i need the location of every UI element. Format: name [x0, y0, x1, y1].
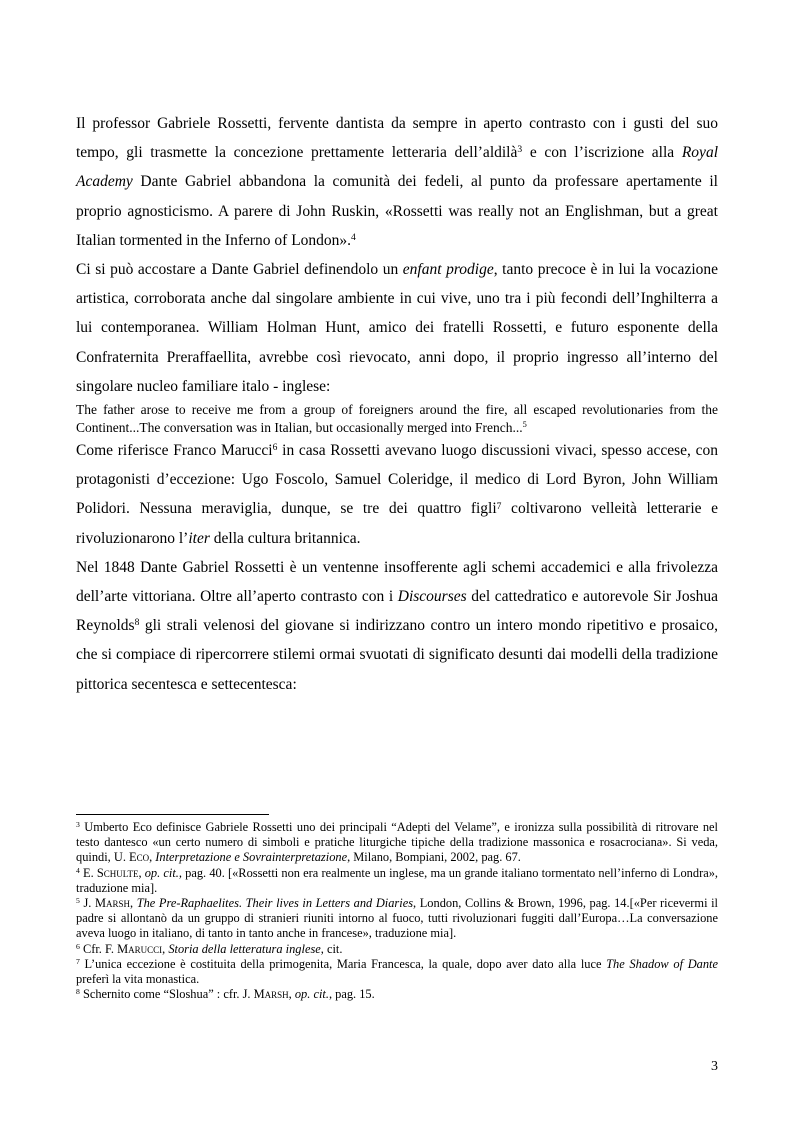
- text-run: in casa Rossetti avevano luogo discussioni vivaci, spesso accese, con protagonisti d’eccezione: Ugo Foscolo, Samuel Coleridge, il medico di Lord Byron, John William Polidori. Nessuna meraviglia, dunque, se tre dei quattro figli: [76, 442, 718, 518]
- italic-run: Discourses: [397, 588, 467, 606]
- text-run: del cattedratico e autorevole Sir Joshua Reynolds: [76, 588, 718, 635]
- italic-run: The Pre-Raphaelites. Their lives in Letters and Diaries: [136, 896, 414, 911]
- italic-run: Interpretazione e Sovrainterpretazione: [155, 850, 348, 865]
- footnote-ref[interactable]: 4: [351, 232, 356, 244]
- footnote-ref[interactable]: 5: [522, 420, 527, 430]
- text-run: ,: [149, 850, 156, 865]
- italic-run: The Shadow of Dante: [606, 956, 718, 971]
- text-run: ,: [138, 865, 145, 880]
- text-run: , Milano, Bompiani, 2002, pag. 67.: [347, 850, 521, 865]
- paragraph: [76, 553, 718, 699]
- text-run: ,: [288, 987, 295, 1002]
- paragraph: [76, 436, 718, 553]
- footnote-number: 6: [76, 941, 80, 951]
- footnote: [76, 896, 718, 942]
- author-name: F. Marucci: [104, 941, 163, 956]
- paragraph: [76, 109, 718, 255]
- footnote-number: 4: [76, 865, 80, 875]
- text-run: coltivarono velleità letterarie e rivoluzionarono l’: [76, 500, 718, 547]
- italic-run: Storia della letteratura inglese: [168, 941, 321, 956]
- italic-run: iter: [188, 529, 210, 547]
- text-run: Dante Gabriel abbandona la comunità dei fedeli, al punto da professare apertamente il proprio agnosticismo. A parere di John Ruskin, «Rossetti was really not an Englishman, but a great Italian tormented in the Inferno of London».: [76, 173, 718, 249]
- page-number: 3: [711, 1059, 718, 1074]
- italic-run: enfant prodige: [402, 261, 494, 279]
- text-run: della cultura britannica.: [209, 529, 361, 547]
- text-run: , cit.: [320, 941, 343, 956]
- italic-run: Royal Academy: [76, 144, 718, 191]
- text-run: Schernito come “Sloshua” : cfr.: [79, 987, 243, 1002]
- text-run: ,: [162, 941, 169, 956]
- text-run: ,: [130, 896, 137, 911]
- footnote-ref[interactable]: 7: [496, 500, 502, 512]
- text-run: Ci si può accostare a Dante Gabriel definendolo un: [76, 261, 403, 279]
- footnote-number: 5: [76, 896, 80, 906]
- text-run: Nel 1848 Dante Gabriel Rossetti è un ventenne insofferente agli schemi accademici e alla frivolezza dell’arte vittoriana. Oltre all’aperto contrasto con i: [76, 558, 718, 606]
- quote-text: The father arose to receive me from a group of foreigners around the fire, all escaped revolutionaries from the Continent...The conversation was in Italian, but occasionally merged into French...: [76, 402, 718, 435]
- text-run: pag. 40. [«Rossetti non era realmente un inglese, ma un grande italiano tormentato nell’inferno di Londra», traduzione mia].: [76, 865, 718, 895]
- footnote-number: 8: [76, 987, 80, 997]
- text-run: gli strali velenosi del giovane si indirizzano contro un intero mondo ripetitivo e prosaico, che si compiace di ripercorrere stilemi ormai svuotati di significato desunti dai modelli della tradizione pittorica secentesca e settecentesca:: [76, 617, 718, 693]
- text-run: , London, Collins & Brown, 1996, pag. 14.[«Per ricevermi il padre si allontanò da un gruppo di stranieri riuniti intorno al fuoco, tutti rivoluzionari fuggiti dall’Europa…La conversazione aveva luogo in italiano, di tanto in tanto anche in francese», traduzione mia].: [76, 896, 718, 941]
- footnote: [76, 820, 718, 866]
- text-run: Umberto Eco definisce Gabriele Rossetti uno dei principali “Adepti del Velame”, e ironizza sulla possibilità di ritrovare nel testo dantesco «un certo numero di simboli e pratiche liturgiche tipiche della tradizione massonica e rosacrociana». Si veda, quindi,: [76, 820, 718, 865]
- footnote-number: 3: [76, 820, 80, 830]
- text-run: , tanto precoce è in lui la vocazione artistica, corroborata anche dal singolare ambiente in cui vive, uno tra i più fecondi dell’Inghilterra a lui contemporanea. William Holman Hunt, amico dei fratelli Rossetti, e futuro esponente della Confraternita Preraffaellita, avrebbe così rievocato, anni dopo, il proprio ingresso all’interno del singolare nucleo familiare italo - inglese:: [76, 261, 719, 395]
- text-run: L’unica eccezione è costituita della primogenita, Maria Francesca, la quale, dopo aver dato alla luce: [79, 956, 607, 971]
- footnote-number: 7: [76, 956, 80, 966]
- footnote: [76, 957, 718, 987]
- author-name: E. Schulte: [83, 865, 139, 880]
- text-run: Il professor Gabriele Rossetti, fervente dantista da sempre in aperto contrasto con i gusti del suo tempo, gli trasmette la concezione prettamente letteraria dell’aldilà: [76, 115, 718, 162]
- footnotes: [76, 820, 718, 1002]
- paragraph: [76, 255, 718, 401]
- footnote-separator: [76, 814, 269, 815]
- footnote: [76, 866, 718, 896]
- author-name: U. Eco: [113, 850, 150, 865]
- body-text: [76, 109, 718, 699]
- author-name: J. Marsh: [242, 987, 289, 1002]
- footnote-ref[interactable]: 6: [272, 442, 278, 454]
- author-name: J. Marsh: [83, 896, 130, 911]
- text-run: , pag. 15.: [328, 987, 375, 1002]
- italic-run: op. cit.,: [144, 865, 182, 880]
- text-run: Come riferisce Franco Marucci: [76, 442, 273, 460]
- footnote: [76, 987, 718, 1002]
- block-quote: [76, 401, 718, 436]
- footnote-ref[interactable]: 8: [134, 617, 140, 629]
- text-run: Cfr.: [79, 941, 105, 956]
- text-run: preferì la vita monastica.: [76, 972, 200, 987]
- text-run: e con l’iscrizione alla: [522, 144, 682, 162]
- footnote: [76, 942, 718, 957]
- footnote-ref[interactable]: 3: [517, 144, 523, 156]
- italic-run: op. cit.: [294, 987, 329, 1002]
